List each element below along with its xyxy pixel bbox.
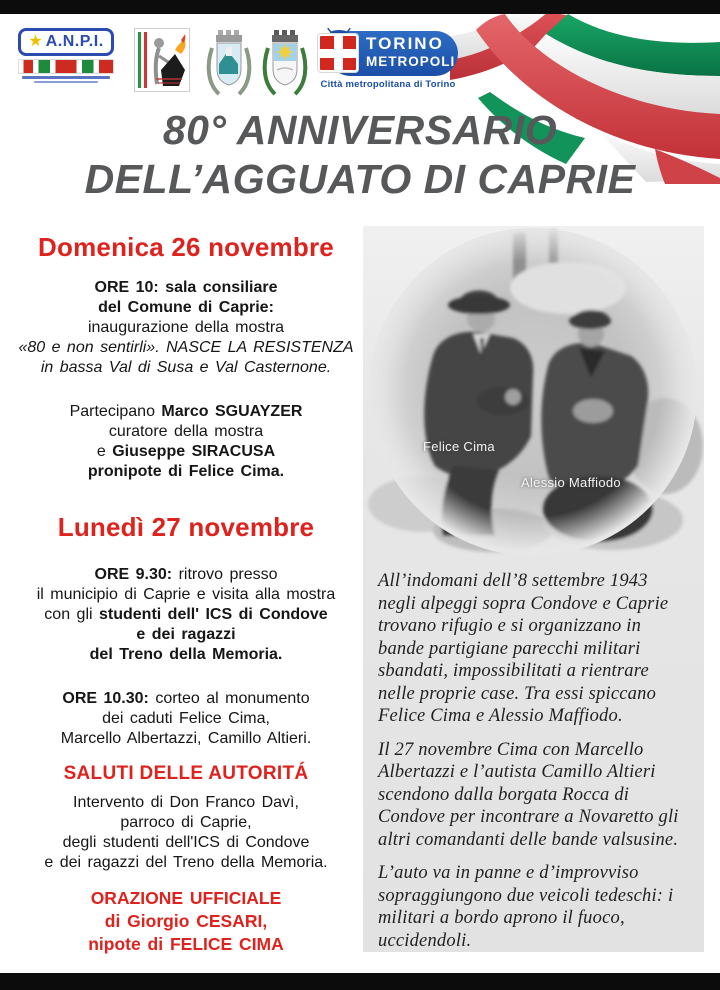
event-line: del Comune di Caprie: xyxy=(98,299,274,316)
historical-photo xyxy=(363,226,704,564)
event-line: ritrovo presso xyxy=(178,566,278,583)
torino-metropoli-logo xyxy=(318,28,458,94)
event-line: inaugurazione della mostra xyxy=(87,319,285,336)
saluti-line: parroco di Caprie, xyxy=(120,814,252,831)
poster-title xyxy=(0,106,720,204)
condove-coat-of-arms xyxy=(260,28,310,107)
story-paragraph: All’indomani dell’8 settembre 1943 negli alpeggi sopra Condove e Caprie trovano rifugio e si organizzano in bande partigiane parecchi militari sbandati, impossibilitati a rientrare nelle proprie case. Tra essi spiccano Felice Cima e Alessio Maffiodo. xyxy=(378,571,669,726)
participant-role: pronipote di Felice Cima. xyxy=(87,463,285,480)
poster-title-line1: 80° ANNIVERSARIO xyxy=(162,107,558,153)
story-paragraph: L’auto va in panne e d’improvviso sopraggiungono due veicoli tedeschi: i militari a bordo aprono il fuoco, uccidendoli. xyxy=(378,863,674,951)
exhibition-title: «80 e non sentirli». NASCE LA RESISTENZA xyxy=(18,339,354,356)
anpi-label: A.N.P.I. xyxy=(45,33,104,50)
event-line: il municipio di Caprie e visita alla mostra xyxy=(36,586,336,603)
participant-name: Marco SGUAYZER xyxy=(161,403,303,420)
event-line: ORE 10: sala consiliare xyxy=(94,279,278,296)
orazione-block xyxy=(12,887,360,956)
participant-name: Giuseppe SIRACUSA xyxy=(112,443,276,460)
saluti-heading: SALUTI DELLE AUTORITÁ xyxy=(63,763,309,784)
event-time: ORE 9.30: xyxy=(94,566,173,583)
poster-title-line2: DELL’AGGUATO DI CAPRIE xyxy=(84,156,636,202)
event-line: dei caduti Felice Cima, xyxy=(102,710,270,727)
saluti-line: Intervento di Don Franco Davì, xyxy=(73,794,299,811)
event-line: studenti dell' ICS di Condove xyxy=(99,606,328,623)
bottom-black-bar xyxy=(0,973,720,990)
torino-wordmark-line2: METROPOLI xyxy=(366,54,456,69)
orazione-line: ORAZIONE UFFICIALE xyxy=(90,888,282,908)
logo-row xyxy=(18,28,458,107)
event-line: Marcello Albertazzi, Camillo Altieri. xyxy=(60,730,312,747)
star-icon: ★ xyxy=(28,33,43,50)
event-line: del Treno della Memoria. xyxy=(89,646,283,663)
day2-event2 xyxy=(12,689,360,749)
torino-wordmark-line1: TORINO xyxy=(366,34,444,53)
exhibition-subtitle: in bassa Val di Susa e Val Casternone. xyxy=(40,359,332,376)
day2-event1 xyxy=(12,565,360,665)
day1-event1 xyxy=(12,278,360,378)
saluti-line: degli studenti dell'ICS di Condove xyxy=(62,834,310,851)
participant-role: curatore della mostra xyxy=(108,423,264,440)
torino-caption: Città metropolitana di Torino xyxy=(320,79,456,90)
participants-intro: Partecipano xyxy=(69,403,155,420)
anpi-flag-band xyxy=(18,59,114,74)
anpi-smallprint xyxy=(22,76,110,79)
event-line: corteo al monumento xyxy=(155,690,310,707)
event-line: e dei ragazzi xyxy=(136,626,236,643)
anpi-logo xyxy=(18,28,114,83)
event-time: ORE 10.30: xyxy=(62,690,149,707)
event-line: con gli xyxy=(44,606,93,623)
top-black-bar xyxy=(0,0,720,14)
orazione-line: di Giorgio CESARI, xyxy=(104,911,268,931)
story-paragraph: Il 27 novembre Cima con Marcello Albertazzi e l’autista Camillo Altieri scendono dalla borgata Rocca di Condove per incontrare a Novaretto gli altri comandanti delle bande valsusine. xyxy=(378,739,679,850)
program-column xyxy=(12,232,360,956)
day1-participants xyxy=(12,402,360,482)
orazione-line: nipote di FELICE CIMA xyxy=(88,934,284,954)
anpi-box xyxy=(18,28,114,56)
day2-heading: Lunedì 27 novembre xyxy=(57,512,315,542)
saluti-block xyxy=(12,793,360,873)
photo-story-panel xyxy=(363,226,704,952)
photo-label-alessio-maffiodo: Alessio Maffiodo xyxy=(521,475,621,490)
resistance-committee-logo xyxy=(134,28,190,99)
caprie-coat-of-arms xyxy=(204,28,254,107)
conjunction: e xyxy=(96,443,106,460)
photo-label-felice-cima: Felice Cima xyxy=(423,439,495,454)
anpi-smallprint xyxy=(34,81,98,83)
saluti-line: e dei ragazzi del Treno della Memoria. xyxy=(44,854,328,871)
torino-cross-shield xyxy=(318,34,358,72)
photo-illustration xyxy=(363,226,704,564)
day1-heading: Domenica 26 novembre xyxy=(38,232,334,262)
story-text xyxy=(363,564,704,952)
